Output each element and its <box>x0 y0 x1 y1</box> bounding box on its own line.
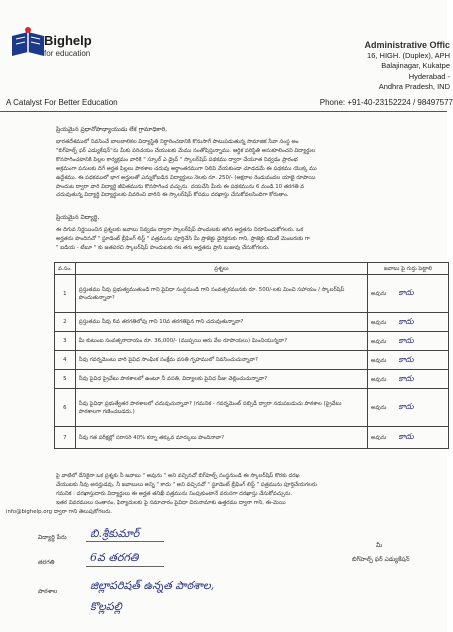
answer-yes: అవును <box>371 319 387 326</box>
name-underline <box>86 541 164 542</box>
answer-cell <box>368 313 449 332</box>
table-row <box>55 351 449 370</box>
row-number: 5 <box>55 370 76 389</box>
question-text: నీవు పైవిధా ప్రభుత్వేతర పాఠశాలలో చదువుచున్నావా? (గమనిక - గవర్నమెంట్ సబ్సిడీ ద్వారా నడుపబడుచు పాఠశాల (ప్రైవేటు పాఠశాలగా గణించబడదు.) <box>75 389 367 427</box>
text-line: భారతదేశములో నివసించే బాలబాలికల విద్యాస్థితి నిర్ధారించడానికి కొనుసాగే పాటుపడుతున్న సామాజిక సేవా సంస్థ అం <box>56 139 299 145</box>
answer-cell <box>368 370 449 389</box>
text-line: చదువుతున్న విద్యార్థి విద్యార్థులకు వివరించి వారిని ఈ స్కాలర్‌షిప్ కోసము దరఖాస్తు చేసుకోవలసిందిగా కోరుతాం. <box>56 192 289 199</box>
table-row <box>55 275 449 313</box>
answer-cell <box>368 275 449 313</box>
question-text: నీవు పైవిధ ప్రైవేటు పాఠశాలలో ఉంటూ నీ వసతి, విద్యాలకు పైవిధ పీజు చెల్లించుచున్నావా? <box>75 370 367 389</box>
text-line: ఇతర వివరములు సంతానం, ఫిర్యాదులకు పై సమాచారం పైవిధా చిరునామాకు ఉత్తరము ద్వారా గాని, ఈ-మెయి <box>56 499 286 506</box>
text-line: info@bighelp.org ద్వారా గాని తెలుపుకోగలరు. <box>6 508 113 515</box>
eligibility-table <box>54 262 449 449</box>
column-header: వ.సం. <box>55 263 76 275</box>
address-line: 16, HIGH. (Duplex), APH <box>367 50 450 60</box>
row-number: 1 <box>55 275 76 313</box>
answer-yes: అవును <box>371 435 387 441</box>
class-value: 6వ తరగతి <box>90 551 139 564</box>
salutation-student: ప్రియమైన విద్యార్థి, <box>56 214 100 221</box>
salutation-headmaster: ప్రియమైన ప్రధానోపాధ్యాయుడు లేక గ్రామాధికారి, <box>56 126 168 133</box>
column-header: ప్రశ్నలు <box>75 263 367 275</box>
table-row <box>55 427 449 449</box>
brand-subtitle: for education <box>44 49 91 58</box>
answer-yes: అవును <box>371 405 387 411</box>
school-value-line-1: జిల్లాపరిషత్ ఉన్నత పాఠశాల, <box>90 579 215 592</box>
question-text: ప్రస్తుతము నీవు ప్రభుత్వముతుండి గాని పైవిధా సంస్థనుండి గాని సంవత్సరమునకు రూ. 500/-లకు మించి సహాయం / స్కాలర్‌షిప్ పొందుతున్నావా? <box>75 275 367 313</box>
student-name-label: విద్యార్థి పేరు <box>38 534 67 541</box>
text-line: ఉద్దేశము. ఈ పథకములో భాగ అర్హులతో ఎన్నుకోబడిన విద్యార్థులు నెలకు రూ. 250/- (అక్షరాల రెండువందల యాభై రూపాయి <box>56 174 316 181</box>
answer-yes: అవును <box>371 357 387 364</box>
office-heading: Administrative Offic <box>364 40 450 50</box>
row-number: 2 <box>55 313 76 332</box>
answer-no-marked: కాదు <box>398 402 414 411</box>
row-number: 3 <box>55 332 76 351</box>
table-row <box>55 313 449 332</box>
signoff-prefix: మీ <box>376 542 383 549</box>
address-line: Hyderabad - <box>408 71 450 81</box>
class-underline <box>86 566 164 567</box>
text-line: పై వాటిలో దేనికైనా ఒక ప్రశ్నకు నీ జవాబు " అవును " అని వచ్చినచో బిగ్‌హెల్ప్ సంస్థనుండి ఈ స్కాలర్‌షిప్ కొరకు దరఖ <box>56 473 300 479</box>
answer-no-marked: కాదు <box>398 316 414 326</box>
phone-number: Phone: +91-40-23152224 / 98497577 <box>319 98 453 107</box>
row-number: 7 <box>55 427 76 449</box>
address-line: Andhra Pradesh, IND <box>378 82 450 91</box>
office-address <box>340 40 450 93</box>
question-text: ప్రస్తుతము నీవు 6వ తరగతిలోపు గాని 10వ తరగతిపైన గాని చదువుతున్నావా? <box>75 313 367 332</box>
table-row <box>55 332 449 351</box>
row-number: 4 <box>55 351 76 370</box>
text-line: పొందుట ద్వారా వారి విద్యార్థి జీవితమును కొనసాగించ వచ్చును. దయచేసి మీరు ఈ పథకమును 6 మండి 10 తరగతి వ <box>56 183 305 190</box>
answer-yes: అవును <box>371 376 387 383</box>
table-row <box>55 370 449 389</box>
question-text: మీ కుటుంబ సంవత్సరాదాయం రూ. 36,000/- (ముప్పయి ఆరు వేల రూపాయలు) మించియున్నదా? <box>75 332 367 351</box>
signoff-organization: బిగ్‌హెల్ప్ ఫర్ ఎడ్యుకేషన్ <box>352 556 410 563</box>
answer-no-marked: కాదు <box>398 354 414 364</box>
answer-cell <box>368 351 449 370</box>
tagline: A Catalyst For Better Education <box>6 98 118 107</box>
text-line: "బిగ్‌హెల్ప్ ఫర్ ఎడ్యుకేషన్"ను మీకు పరిచయం చేయుటకు మేము సంతోషిస్తున్నాము. ఆర్థిక పరిస్థితి అనుకూలించని విద్యార్థుల <box>56 147 316 154</box>
address-line: Balajinagar, Kukatpe <box>381 61 450 70</box>
brand-name: Bighelp <box>44 33 92 48</box>
intro-paragraph <box>56 138 447 200</box>
answer-no-marked: కాదు <box>398 288 414 297</box>
header-divider <box>0 111 447 112</box>
book-icon <box>8 26 48 66</box>
text-line: అర్హతను పొందినచో " స్టూడెంట్ బ్రీఫింగ్ లిస్ట్ " పత్రమును పూర్తిచేసి మీ ప్రాజెక్టు డైరెక్టరుకు గాని, ప్రాజెక్టు కమిటీ మెంబరుకు గా <box>56 235 310 242</box>
row-number: 6 <box>55 389 76 427</box>
closing-paragraph <box>6 472 447 517</box>
text-line: చేయుటకు నీవు అనర్హుడవు. నీ జవాబులు అన్ని " కాదు " అని వచ్చినచో " స్టూడెంట్ బ్రీఫింగ్ లిస్ట్ " పత్రమును పూర్తిచేయగలరు <box>56 481 317 488</box>
question-text: నీవు గత పరీక్షల్లో సరాసరి 40% కన్నా తక్కువ మార్కులు పొందినావా? <box>75 427 367 449</box>
text-line: కొనసాగించటానికి పిల్లల కార్యక్రమం వారికి " స్కూల్ ఎ డ్రైవ్ " స్కాలర్‌షిప్ పథకము ద్వారా చేయూత నివ్వడం ప్రారంభ <box>56 156 298 163</box>
text-line: ఈ దిగువ నిర్ణయించిన ప్రశ్నలకు జవాబు నివ్వడం ద్వారా స్కాలర్‌షిప్ పొందుటకు తగిన అర్హతను నిరూపించుకోగలరు. ఒక <box>56 227 304 233</box>
student-name-value: బి.శ్రీకుమార్ <box>90 527 140 540</box>
answer-no-marked: కాదు <box>398 335 414 345</box>
text-line: గమనిక : దరఖాస్తుదారు విద్యార్థులు ఈ అర్హత తనిఖీ పత్రమును నింపుకుంటానే వరుసగా దరఖాస్తు చేసుకోవచ్చును. <box>56 490 293 497</box>
school-label: పాఠశాల <box>38 588 58 595</box>
answer-no-marked: కాదు <box>398 373 414 383</box>
class-label: తరగతి <box>38 559 55 566</box>
table-row <box>55 389 449 427</box>
instructions-paragraph <box>56 226 447 253</box>
answer-no-marked: కాదు <box>398 432 414 441</box>
answer-yes: అవును <box>371 291 387 297</box>
text-line: అక్రమంగా పనులకు దిగే అర్హత పిల్లలు పాఠశాల చదువు అర్ధాంతరముగా నిలిపి వేయకుండా చూడడమే ఈ పథకము యొక్క ము <box>56 165 317 172</box>
question-text: నీవు గవర్నమెంటు వారి పైవిధ సాంఘిక సంక్షేమ వసతి గృహములో నివసించుచున్నావా? <box>75 351 367 370</box>
answer-yes: అవును <box>371 338 387 345</box>
school-value-line-2: కొల్లపల్లి <box>90 600 122 613</box>
answer-cell <box>368 332 449 351</box>
text-line: " ఐడియ - టేబూ " కు జతపరచి స్కాలర్‌షిప్ పొందుటకు గల తగు అర్హతను ప్రాసి బుజువు చేసుకోగలరు. <box>56 244 270 251</box>
answer-cell <box>368 427 449 449</box>
column-header: జవాబు పై గుర్తు పెట్టాలి <box>368 263 449 275</box>
answer-cell <box>368 389 449 427</box>
table-header-row <box>55 263 449 275</box>
